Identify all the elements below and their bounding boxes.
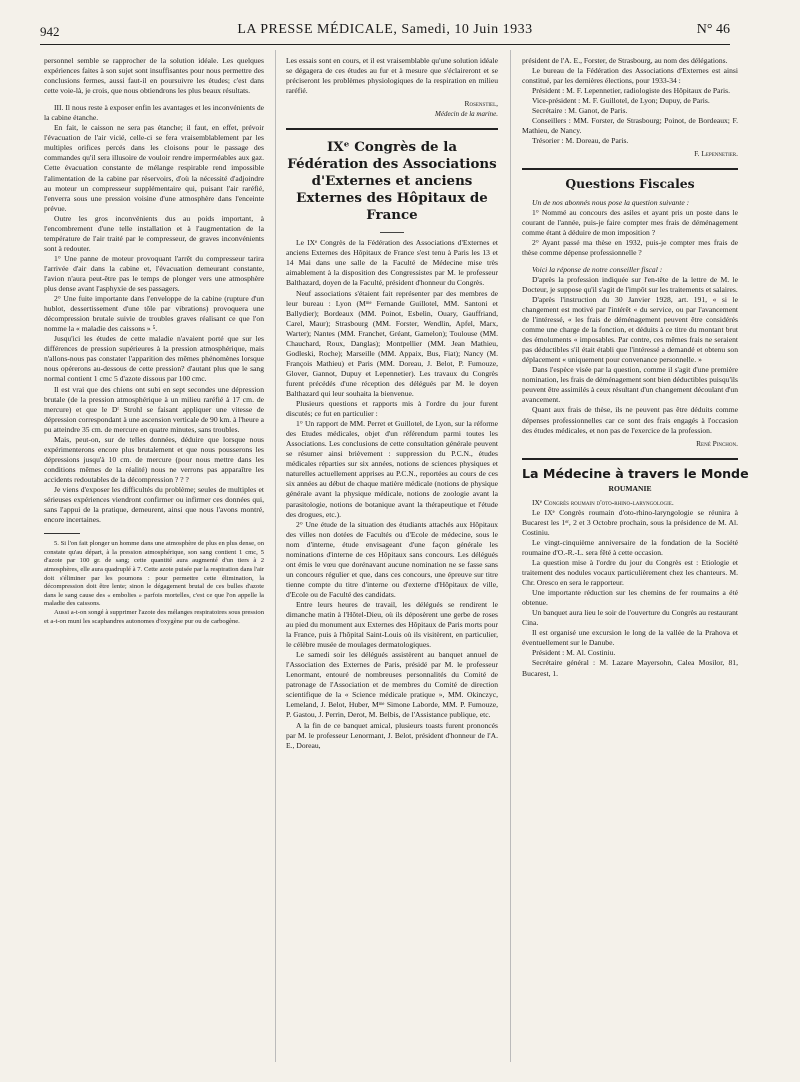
paragraph: Le bureau de la Fédération des Associations d'Externes est ainsi constitué, par les dernières élections, pour 1933-34 : bbox=[522, 66, 738, 86]
paragraph: 2° Une fuite importante dans l'enveloppe de la cabine (rupture d'un hublot, dessertissement d'une tôle par vibrations) provoquera une décompression brutale suivie de troubles graves réalisant ce que l'on nomme la « maladie des caissons » ⁵. bbox=[44, 294, 264, 334]
column-2 bbox=[286, 56, 498, 751]
column-rule-right bbox=[510, 50, 511, 1062]
office-line: Trésorier : M. Doreau, de Paris. bbox=[532, 136, 629, 146]
paragraph: En fait, le caisson ne sera pas étanche; il faut, en effet, prévoir l'évacuation de l'air vicié, celle-ci se fera vraisemblablement par les multiples orifices percés dans les cloisons pour le passage des commandes qu'il sera illusoire de vouloir rendre imperméables aux gaz. Cette évacuation constante de mélange respirable rend impossible l'alimentation de la cabine par réservoirs, d'où la nécessité d'adjoindre au moteur un compresseur supplémentaire qui, puisant l'air raréfié, l'enverra sous une pression voisine d'une atmosphère dans l'enceinte prévue. bbox=[44, 123, 264, 213]
column-rule-left bbox=[275, 50, 276, 1062]
publication-title: LA PRESSE MÉDICALE, Samedi, 10 Juin 1933 bbox=[237, 22, 533, 37]
issue-number: N° 46 bbox=[696, 22, 730, 37]
paragraph: 2° Une étude de la situation des étudiants attachés aux Hôpitaux des villes non dotées de Facultés ou d'Ecole de médecine, sous le nom d'interne, étude envisageant d'une façon générale les nominations d'interne de ces Hôpitaux sans concours. Les délégués ont émis le vœu que dorénavant aucune nomination ne se fasse sans un concours régulier et que, dans ces concours, une épreuve sur titre tienne compte du titre d'interne ou d'externe d'Hôpitaux de ville, d'Ecole ou de Faculté des candidats. bbox=[286, 519, 498, 599]
paragraph: Secrétaire général : M. Lazare Mayersohn, Calea Mosilor, 81, Bucarest, 1. bbox=[522, 658, 738, 678]
paragraph: Entre leurs heures de travail, les délégués se rendirent le dimanche matin à l'Hôtel-Dieu, où ils déposèrent une gerbe de roses au pied du monument aux Externes des Hôpitaux de Paris morts pour la France, puis à l'hôpital Saint-Louis où ils visitèrent, en particulier, le célèbre musée de moulages dermatologiques. bbox=[286, 599, 498, 650]
paragraph: Jusqu'ici les études de cette maladie n'avaient porté que sur les différences de pression supérieures à la pression atmosphérique, mais n'allons-nous pas constater l'apparition des mêmes phénomènes lorsque nous opérerons au-dessous de cette pression? d'autant plus que le sang normal contient 1 cmc 5 d'azote dissous par 100 cmc. bbox=[44, 334, 264, 384]
congress-title: IXᵉ Congrès roumain d'oto-rhino-laryngologie. bbox=[532, 497, 674, 507]
paragraph: Un banquet aura lieu le soir de l'ouverture du Congrès au restaurant Cina. bbox=[522, 608, 738, 628]
answer-paragraph: D'après l'instruction du 30 Janvier 1928, art. 191, « si le changement est motivé par l'intérêt « du service, ou par l'avancement de l'intéressé, « les frais de déménagement peuvent être considérés comme une charge de la fonction, et déduits à ce titre du montant brut des émoluments « imposables. Par contre, ces mêmes frais ne seraient pas déductibles s'il était établi que l'intéressé a demandé et obtenu son déplacement « uniquement pour convenance personnelle. » bbox=[522, 294, 738, 365]
heading-rule bbox=[380, 232, 404, 233]
paragraph: Le samedi soir les délégués assistèrent au banquet annuel de l'Association des Externes de Paris, présidé par M. le professeur Lenormant, entouré de nombreuses personnalités du Comité de patronage de l'Association et de membres du Comité de direction scientifique de la « Science médicale pratique », MM. Okinczyc, Lemeland, J. Belot, Huber, Mᵐᵉ Simone Laborde, MM. P. Fumouze, P. Gastou, J. Perrin, Derot, M. Belbis, de l'Assistance publique, etc. bbox=[286, 650, 498, 720]
office-line: Secrétaire : M. Ganot, de Paris. bbox=[532, 106, 628, 116]
answer-paragraph: Dans l'espèce visée par la question, comme il s'agit d'une première nomination, les frais de déménagement sont bien déductibles puisqu'ils peuvent être assimilés à ceux résultant d'un changement découlant d'un avancement. bbox=[522, 365, 738, 405]
question: 1° Nommé au concours des asiles et ayant pris un poste dans le courant de l'année, puis-je faire compter mes frais de déménagement comme étant à déduire de mon imposition ? bbox=[522, 207, 738, 237]
article-heading: Questions Fiscales bbox=[565, 176, 695, 192]
paragraph: président de l'A. E., Forster, de Strasbourg, au nom des délégations. bbox=[522, 56, 728, 65]
footnote: 5. Si l'on fait plonger un homme dans une atmosphère de plus en plus dense, on constate qu'au départ, à la pression atmosphérique, son sang contient 1 cmc, 5 d'azote par 100 gr. de sang; cette quantité aura augmenté d'un tiers à 2 atmosphères, elle aura quadruplé à 7. Cette azote puisée par la respiration dans l'air doit s'éliminer par les poumons : pour permettre cette élimination, la décompression doit être lente; sinon le dégagement brutal de ces bulles d'azote dans le sang cause des « embolies » parfois mortelles, c'est ce que l'on appelle la maladie des caissons. bbox=[44, 540, 264, 608]
article-heading: La Médecine à travers le Monde bbox=[522, 465, 749, 481]
paragraph: Il est vrai que des chiens ont subi en sept secondes une dépression brutale (de la pression atmosphérique à un milieu raréfié à 17 cm. de mercure) et que le Dʳ Strohl se faisant appliquer une vitesse de dépression correspondant à une ascension verticale de 90 km. à l'heure a pu atteindre 35 cm. de mercure en quatre minutes, sans troubles. bbox=[44, 384, 264, 434]
question-intro: Un de nos abonnés nous pose la question suivante : bbox=[532, 197, 690, 207]
paragraph: Les essais sont en cours, et il est vraisemblable qu'une solution idéale se dégagera de ces études au fur et à mesure que s'éclaireront et se préciseront les problèmes physiologiques de la respiration en milieu raréfié. bbox=[286, 56, 498, 96]
author-title: Médecin de la marine. bbox=[435, 110, 498, 119]
country-heading: ROUMANIE bbox=[608, 483, 652, 493]
column-1 bbox=[44, 56, 264, 626]
paragraph: personnel semble se rapprocher de la solution idéale. Les quelques expériences faites à son sujet sont insuffisantes pour nous permettre des conclusions fermes, aussi faut-il en poursuivre les études; c'est dans cette voie-là, je crois, que nous obtiendrons les plus beaux résultats. bbox=[44, 56, 264, 96]
question: 2° Ayant passé ma thèse en 1932, puis-je compter mes frais de thèse comme dépense professionnelle ? bbox=[522, 237, 738, 257]
author-signature: Rosenstiel, bbox=[464, 99, 498, 109]
paragraph: Outre les gros inconvénients dus au poids important, à l'encombrement d'une telle installation et à l'augmentation de la température de l'air traité par le compresseur, de graves inconvénients sont à redouter. bbox=[44, 213, 264, 253]
page-number: 942 bbox=[40, 24, 60, 39]
paragraph: Le IXᵉ Congrès roumain d'oto-rhino-laryngologie se réunira à Bucarest les 1ᵉʳ, 2 et 3 Octobre prochain, sous la présidence de M. Al. Costiniu. bbox=[522, 507, 738, 537]
paragraph: III. Il nous reste à exposer enfin les avantages et les inconvénients de la cabine étanche. bbox=[44, 103, 264, 123]
answer-paragraph: D'après la profession indiquée sur l'en-tête de la lettre de M. le Docteur, je suppose qu'il s'agit de l'impôt sur les traitements et salaires. bbox=[522, 274, 738, 294]
section-divider bbox=[522, 458, 738, 460]
author-signature: René Pinchon. bbox=[696, 438, 738, 448]
article-heading: IXᵉ Congrès de la Fédération des Associations d'Externes et anciens Externes des Hôpitaux de France bbox=[287, 139, 497, 224]
paragraph: 1° Un rapport de MM. Perret et Guillotel, de Lyon, sur la réforme des Etudes médicales, objet d'un référendum parmi toutes les Associations. Les conclusions de cette consultation générale peuvent se résumer ainsi brièvement : suppression du P.C.N., études médicales réparties sur six années, notions de sciences physiques et naturelles actuellement apprises au P.C.N., reportées au cours de ces six années au début de chaque matière médicale (notions de physique générale avant la physique médicale, notions de zoologie avant la parasitologie, notions de botanique avant la thérapeutique et l'étude des drogues, etc.). bbox=[286, 419, 498, 519]
column-3 bbox=[522, 56, 749, 679]
paragraph: Le vingt-cinquième anniversaire de la fondation de la Société roumaine d'O.-R.-L. sera fêté à cette occasion. bbox=[522, 537, 738, 557]
paragraph: Mais, peut-on, sur de telles données, déduire que lorsque nous expérimenterons encore plus brutalement et que nous pousserons les dépressions jusqu'à 10 cm. de mercure (pour nous mettre dans les conditions mêmes de la réalité) nous ne verrons pas apparaître les accidents redoutables de la décompression ? ? ? bbox=[44, 434, 264, 484]
paragraph: Je viens d'exposer les difficultés du problème; seules de multiples et sérieuses expériences viendront confirmer ou infirmer ces données qui, sans l'appui de la pratique, demeurent, ainsi que nous l'avons montré, encore incertaines. bbox=[44, 484, 264, 525]
office-line: Vice-président : M. F. Guillotel, de Lyon; Dupuy, de Paris. bbox=[532, 96, 710, 106]
author-signature: F. Lepennetier. bbox=[694, 149, 738, 159]
paragraph: Le IXᵉ Congrès de la Fédération des Associations d'Externes et anciens Externes des Hôpitaux de France s'est tenu à Paris les 13 et 14 Mai dans une salle de la Faculté de Médecine mise très aimablement à la disposition des Congressistes par M. le professeur Balthazard, doyen de la Faculté, président d'honneur du Congrès. bbox=[286, 238, 498, 288]
paragraph: Président : M. Al. Costiniu. bbox=[532, 648, 616, 658]
answer-intro: Voici la réponse de notre conseiller fiscal : bbox=[532, 264, 663, 274]
office-line: Conseillers : MM. Forster, de Strasbourg; Poinot, de Bordeaux; F. Mathieu, de Nancy. bbox=[522, 116, 738, 136]
paragraph: Une importante réduction sur les chemins de fer roumains a été obtenue. bbox=[522, 588, 738, 608]
footnote-rule bbox=[44, 533, 80, 534]
page-header bbox=[40, 22, 730, 45]
paragraph: 1° Une panne de moteur provoquant l'arrêt du compresseur tarira l'arrivée d'air dans la cabine et, l'évacuation demeurant constante, l'avion n'aura peut-être pas le temps de plonger vers une atmosphère plus dense avant l'asphyxie de ses passagers. bbox=[44, 253, 264, 294]
footnote: Aussi a-t-on songé à supprimer l'azote des mélanges respiratoires sous pression et a-t-on muni les scaphandres autonomes d'oxygène pur ou de carbogène. bbox=[44, 608, 264, 625]
paragraph: Plusieurs questions et rapports mis à l'ordre du jour furent discutés; ce fut en particulier : bbox=[286, 399, 498, 419]
section-divider bbox=[286, 128, 498, 130]
paragraph: Neuf associations s'étaient fait représenter par des membres de leur bureau : Lyon (Mᵐᵉ Fernande Guillotel, MM. Santoni et Ballydier); Bordeaux (MM. Poinot, Esbelin, Ouary, Gauffriand, Carel, Maur); Strasbourg (MM. Forster, Wendlin, Apfel, Marx, Warter); Nantes (MM. Franchet, Gréant, Gamelon); Toulouse (MM. Chauchard, Roux, Danglas); Montpellier (MM. Jean Mathieu, Godleski, Roche); Marseille (MM. Appaix, Bus, Fiat); Nancy (M. François Mathieu) et Paris (MM. Doreau, J. Belot, P. Fumouze, Glover, Gannot, Dupuy et Lepennetier). Les travaux du Congrès furent précédés d'une réception des délégués par M. le doyen Balthazard qui leur souhaita la bienvenue. bbox=[286, 288, 498, 398]
office-line: Président : M. F. Lepennetier, radiologiste des Hôpitaux de Paris. bbox=[532, 86, 730, 96]
answer-paragraph: Quant aux frais de thèse, ils ne peuvent pas être déduits comme dépenses professionnelles car ce sont des frais engagés à l'occasion des études médicales, et non pas de l'exercice de la profession. bbox=[522, 405, 738, 435]
paragraph: La question mise à l'ordre du jour du Congrès est : Etiologie et traitement des nodules vocaux particulièrement chez les chanteurs. M. Chr. Oresco en sera le rapporteur. bbox=[522, 558, 738, 588]
paragraph: A la fin de ce banquet amical, plusieurs toasts furent prononcés par M. le professeur Lenormant, J. Belot, président d'honneur de l'A. E., Doreau, bbox=[286, 720, 498, 750]
paragraph: Il est organisé une excursion le long de la vallée de la Prahova et éventuellement sur le Danube. bbox=[522, 628, 738, 648]
section-divider bbox=[522, 168, 738, 170]
